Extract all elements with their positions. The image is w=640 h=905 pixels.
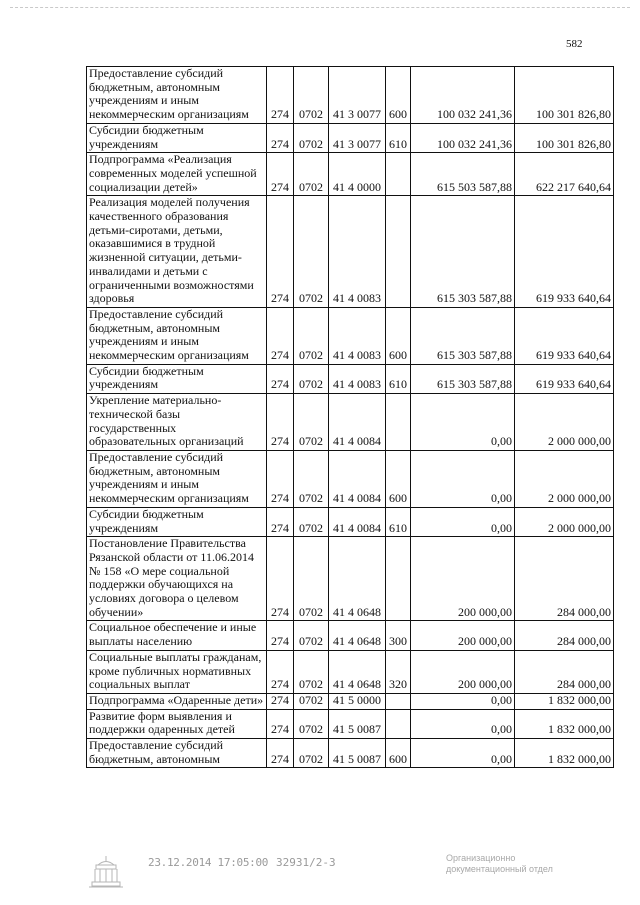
cell-section-code: 0702	[294, 507, 329, 536]
budget-table	[86, 66, 614, 768]
cell-ministry-code: 274	[267, 739, 294, 768]
table-row	[87, 394, 614, 451]
cell-target-code: 41 3 0077	[329, 67, 386, 124]
cell-ministry-code: 274	[267, 394, 294, 451]
footer-timestamp: 23.12.2014 17:05:00	[148, 856, 269, 869]
cell-name: Укрепление материально-технической базы государственных образовательных организаций	[87, 394, 267, 451]
cell-expense-type: 300	[386, 621, 411, 650]
cell-ministry-code: 274	[267, 307, 294, 364]
cell-ministry-code: 274	[267, 153, 294, 196]
cell-section-code: 0702	[294, 693, 329, 709]
cell-expense-type: 600	[386, 307, 411, 364]
cell-expense-type	[386, 196, 411, 308]
cell-name: Субсидии бюджетным учреждениям	[87, 507, 267, 536]
cell-section-code: 0702	[294, 394, 329, 451]
cell-expense-type: 600	[386, 67, 411, 124]
cell-section-code: 0702	[294, 307, 329, 364]
cell-section-code: 0702	[294, 621, 329, 650]
cell-section-code: 0702	[294, 123, 329, 152]
footer-org-stamp	[446, 853, 553, 875]
cell-sum-2015: 200 000,00	[411, 537, 515, 621]
scan-edge-line	[10, 7, 630, 8]
cell-ministry-code: 274	[267, 650, 294, 693]
cell-sum-2016: 619 933 640,64	[515, 196, 614, 308]
footer-doc-code: 32931/2-3	[276, 856, 336, 869]
cell-target-code: 41 4 0083	[329, 196, 386, 308]
cell-section-code: 0702	[294, 67, 329, 124]
table-row	[87, 621, 614, 650]
cell-name: Предоставление субсидий бюджетным, автономным	[87, 739, 267, 768]
cell-ministry-code: 274	[267, 709, 294, 738]
cell-sum-2016: 100 301 826,80	[515, 67, 614, 124]
cell-sum-2015: 615 303 587,88	[411, 364, 515, 393]
cell-target-code: 41 4 0084	[329, 450, 386, 507]
page-number: 582	[566, 38, 583, 50]
cell-ministry-code: 274	[267, 621, 294, 650]
cell-name: Подпрограмма «Одаренные дети»	[87, 693, 267, 709]
cell-target-code: 41 5 0087	[329, 739, 386, 768]
cell-section-code: 0702	[294, 709, 329, 738]
table-row	[87, 123, 614, 152]
cell-sum-2016: 1 832 000,00	[515, 709, 614, 738]
cell-ministry-code: 274	[267, 507, 294, 536]
cell-section-code: 0702	[294, 196, 329, 308]
table-row	[87, 364, 614, 393]
cell-sum-2016: 100 301 826,80	[515, 123, 614, 152]
cell-section-code: 0702	[294, 450, 329, 507]
cell-sum-2016: 619 933 640,64	[515, 307, 614, 364]
cell-name: Предоставление субсидий бюджетным, автономным учреждениям и иным некоммерческим организациям	[87, 450, 267, 507]
cell-sum-2015: 0,00	[411, 739, 515, 768]
cell-target-code: 41 4 0648	[329, 621, 386, 650]
cell-sum-2016: 2 000 000,00	[515, 394, 614, 451]
page-footer	[0, 853, 640, 893]
table-row	[87, 650, 614, 693]
cell-name: Предоставление субсидий бюджетным, автономным учреждениям и иным некоммерческим организациям	[87, 307, 267, 364]
cell-sum-2015: 0,00	[411, 693, 515, 709]
cell-sum-2015: 615 303 587,88	[411, 307, 515, 364]
cell-sum-2015: 0,00	[411, 709, 515, 738]
cell-sum-2016: 2 000 000,00	[515, 450, 614, 507]
cell-name: Реализация моделей получения качественного образования детьми-сиротами, детьми, оказавшимися в трудной жизненной ситуации, детьми-инвалидами и детьми с ограниченными возможностями здоровья	[87, 196, 267, 308]
cell-expense-type	[386, 693, 411, 709]
cell-name: Развитие форм выявления и поддержки одаренных детей	[87, 709, 267, 738]
cell-ministry-code: 274	[267, 364, 294, 393]
cell-sum-2016: 1 832 000,00	[515, 739, 614, 768]
cell-name: Субсидии бюджетным учреждениям	[87, 123, 267, 152]
cell-sum-2015: 100 032 241,36	[411, 67, 515, 124]
cell-sum-2016: 284 000,00	[515, 537, 614, 621]
cell-expense-type: 320	[386, 650, 411, 693]
cell-ministry-code: 274	[267, 450, 294, 507]
cell-target-code: 41 5 0087	[329, 709, 386, 738]
cell-target-code: 41 4 0648	[329, 537, 386, 621]
cell-sum-2015: 200 000,00	[411, 650, 515, 693]
table-row	[87, 709, 614, 738]
cell-expense-type: 600	[386, 450, 411, 507]
table-row	[87, 67, 614, 124]
cell-sum-2015: 615 503 587,88	[411, 153, 515, 196]
cell-name: Социальное обеспечение и иные выплаты населению	[87, 621, 267, 650]
cell-sum-2016: 622 217 640,64	[515, 153, 614, 196]
table-row	[87, 537, 614, 621]
table-row	[87, 507, 614, 536]
cell-sum-2015: 100 032 241,36	[411, 123, 515, 152]
cell-target-code: 41 3 0077	[329, 123, 386, 152]
cell-section-code: 0702	[294, 153, 329, 196]
cell-target-code: 41 4 0083	[329, 307, 386, 364]
cell-expense-type	[386, 153, 411, 196]
cell-target-code: 41 4 0083	[329, 364, 386, 393]
cell-target-code: 41 4 0000	[329, 153, 386, 196]
cell-section-code: 0702	[294, 364, 329, 393]
cell-target-code: 41 5 0000	[329, 693, 386, 709]
cell-name: Субсидии бюджетным учреждениям	[87, 364, 267, 393]
cell-expense-type	[386, 394, 411, 451]
cell-sum-2015: 200 000,00	[411, 621, 515, 650]
cell-expense-type: 610	[386, 364, 411, 393]
cell-expense-type: 600	[386, 739, 411, 768]
table-row	[87, 196, 614, 308]
table-row	[87, 307, 614, 364]
cell-sum-2016: 619 933 640,64	[515, 364, 614, 393]
cell-sum-2015: 0,00	[411, 450, 515, 507]
cell-section-code: 0702	[294, 739, 329, 768]
cell-section-code: 0702	[294, 650, 329, 693]
footer-org-line2: документационный отдел	[446, 864, 553, 874]
cell-ministry-code: 274	[267, 123, 294, 152]
cell-target-code: 41 4 0648	[329, 650, 386, 693]
cell-expense-type	[386, 537, 411, 621]
footer-org-line1: Организационно	[446, 853, 516, 863]
cell-expense-type: 610	[386, 507, 411, 536]
cell-ministry-code: 274	[267, 196, 294, 308]
cell-sum-2016: 2 000 000,00	[515, 507, 614, 536]
cell-name: Социальные выплаты гражданам, кроме публичных нормативных социальных выплат	[87, 650, 267, 693]
cell-target-code: 41 4 0084	[329, 507, 386, 536]
cell-sum-2016: 1 832 000,00	[515, 693, 614, 709]
cell-sum-2015: 0,00	[411, 507, 515, 536]
cell-name: Постановление Правительства Рязанской области от 11.06.2014 № 158 «О мере социальной поддержки обучающихся на условиях договора о целевом обучении»	[87, 537, 267, 621]
cell-section-code: 0702	[294, 537, 329, 621]
cell-expense-type: 610	[386, 123, 411, 152]
cell-expense-type	[386, 709, 411, 738]
cell-name: Подпрограмма «Реализация современных моделей успешной социализации детей»	[87, 153, 267, 196]
cell-sum-2015: 0,00	[411, 394, 515, 451]
budget-table-body	[87, 67, 614, 768]
cell-name: Предоставление субсидий бюджетным, автономным учреждениям и иным некоммерческим организациям	[87, 67, 267, 124]
building-emblem-icon	[86, 853, 126, 891]
cell-ministry-code: 274	[267, 693, 294, 709]
cell-sum-2016: 284 000,00	[515, 621, 614, 650]
cell-sum-2015: 615 303 587,88	[411, 196, 515, 308]
table-row	[87, 693, 614, 709]
table-row	[87, 153, 614, 196]
cell-ministry-code: 274	[267, 537, 294, 621]
cell-sum-2016: 284 000,00	[515, 650, 614, 693]
table-row	[87, 450, 614, 507]
cell-ministry-code: 274	[267, 67, 294, 124]
table-row	[87, 739, 614, 768]
cell-target-code: 41 4 0084	[329, 394, 386, 451]
